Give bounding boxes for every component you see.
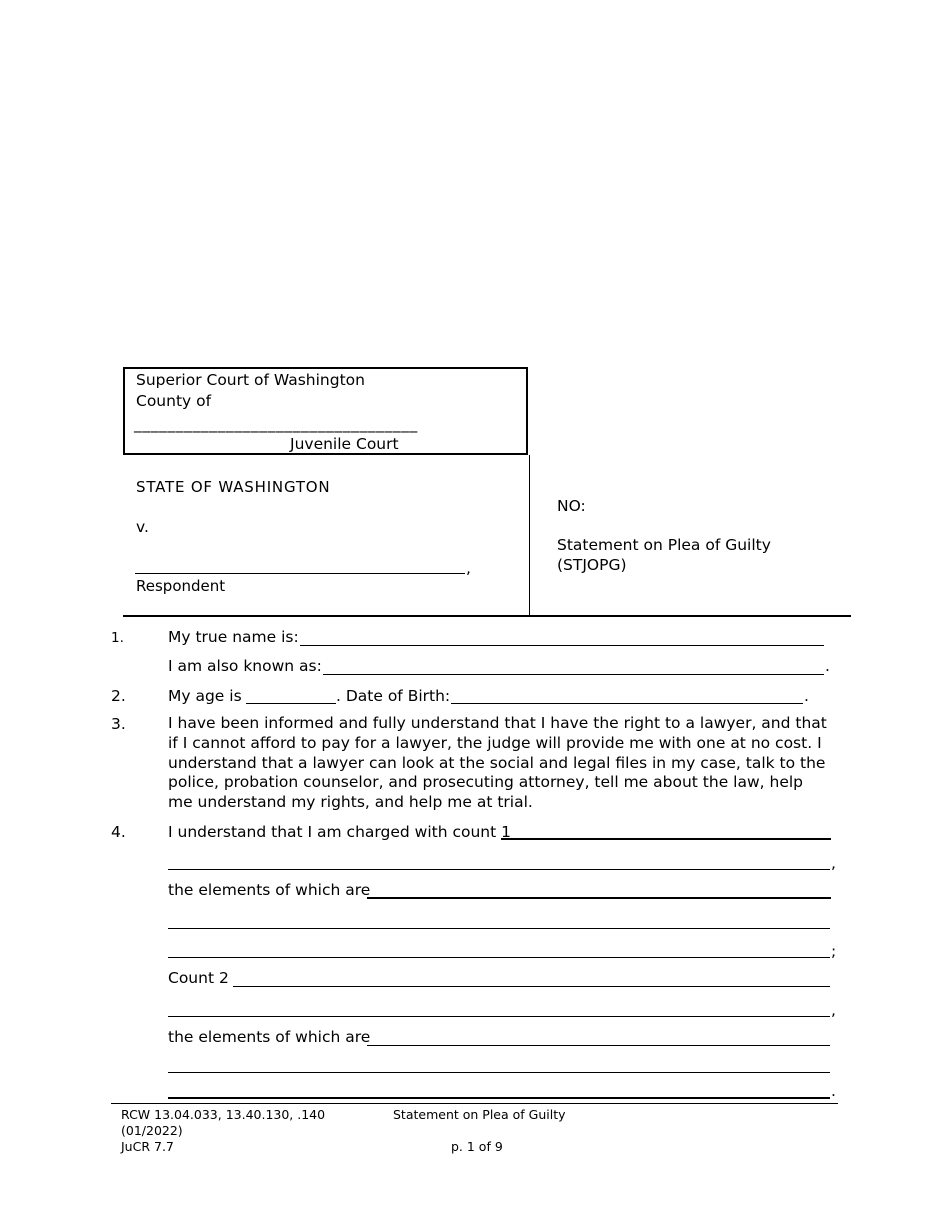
aka-label: I am also known as: bbox=[168, 657, 322, 675]
count-2-continuation-field[interactable] bbox=[168, 1016, 830, 1017]
elements-2-period: . bbox=[831, 1082, 836, 1100]
court-name: Superior Court of Washington bbox=[136, 371, 365, 389]
footer-rule bbox=[111, 1103, 838, 1104]
item-1-number: 1. bbox=[111, 630, 124, 646]
respondent-name-field[interactable] bbox=[135, 573, 465, 574]
elements-2-field[interactable] bbox=[367, 1045, 830, 1046]
count-2-label: Count 2 bbox=[168, 969, 229, 987]
versus-label: v. bbox=[136, 518, 149, 536]
true-name-field[interactable] bbox=[300, 645, 824, 646]
respondent-label: Respondent bbox=[136, 577, 226, 595]
elements-1-line-3[interactable] bbox=[168, 957, 830, 958]
county-field[interactable]: __________________________________ bbox=[134, 415, 418, 433]
footer-rcw: RCW 13.04.033, 13.40.130, .140 bbox=[121, 1107, 326, 1122]
court-division: Juvenile Court bbox=[290, 435, 399, 453]
footer-rule-citation: JuCR 7.7 bbox=[121, 1139, 174, 1154]
form-code: (STJOPG) bbox=[557, 556, 627, 574]
age-label: My age is bbox=[168, 687, 242, 705]
case-number-label: NO: bbox=[557, 497, 586, 515]
elements-1-semicolon: ; bbox=[831, 942, 837, 960]
caption-divider bbox=[529, 455, 530, 616]
charged-count-1-label: I understand that I am charged with count 1 bbox=[168, 823, 511, 841]
state-of-washington: STATE OF WASHINGTON bbox=[136, 478, 331, 496]
elements-1-label: the elements of which are bbox=[168, 881, 371, 899]
footer-page-number: p. 1 of 9 bbox=[451, 1139, 503, 1154]
county-label: County of bbox=[136, 392, 212, 410]
caption-bottom-rule bbox=[123, 615, 851, 617]
footer-date: (01/2022) bbox=[121, 1123, 183, 1138]
aka-field[interactable] bbox=[323, 674, 824, 675]
age-field[interactable] bbox=[246, 703, 336, 704]
footer-form-title: Statement on Plea of Guilty bbox=[393, 1107, 566, 1122]
count-1-field[interactable] bbox=[501, 838, 831, 840]
dob-label: . Date of Birth: bbox=[336, 687, 451, 705]
elements-2-line-2[interactable] bbox=[168, 1072, 830, 1073]
item-3-number: 3. bbox=[111, 715, 126, 733]
dob-field[interactable] bbox=[451, 703, 803, 704]
form-title: Statement on Plea of Guilty bbox=[557, 536, 771, 554]
count-2-comma: , bbox=[831, 1001, 836, 1019]
elements-1-field[interactable] bbox=[367, 897, 831, 899]
elements-1-line-2[interactable] bbox=[168, 928, 830, 929]
item-4-number: 4. bbox=[111, 823, 126, 841]
dob-period: . bbox=[804, 687, 809, 705]
count-1-comma: , bbox=[831, 854, 836, 872]
aka-period: . bbox=[825, 657, 830, 675]
count-2-field[interactable] bbox=[233, 986, 830, 987]
true-name-label: My true name is: bbox=[168, 628, 299, 646]
item-2-number: 2. bbox=[111, 687, 126, 705]
elements-2-label: the elements of which are bbox=[168, 1028, 371, 1046]
respondent-comma: , bbox=[466, 559, 471, 577]
right-to-lawyer-paragraph: I have been informed and fully understand that I have the right to a lawyer, and that if I cannot afford to pay for a lawyer, the judge will provide me with one at no cost. I understand that a lawyer can look at the social and legal files in my case, talk to the police, probation counselor, and prosecuting attorney, tell me about the law, help me understand my rights, and help me at trial. bbox=[168, 714, 827, 812]
elements-2-line-3[interactable] bbox=[168, 1097, 830, 1099]
count-1-continuation-field[interactable] bbox=[168, 869, 830, 870]
